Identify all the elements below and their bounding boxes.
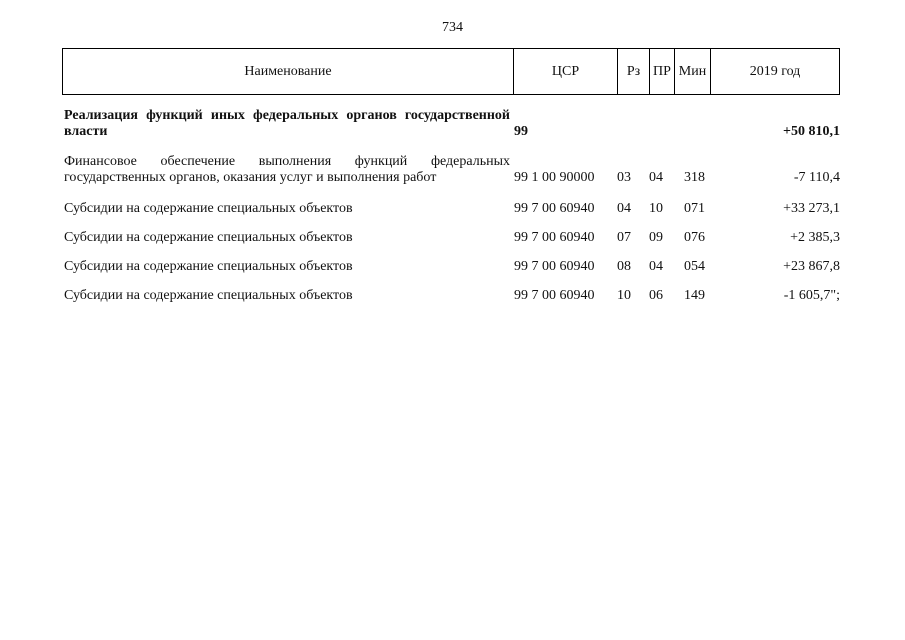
row-name: Реализация функций иных федеральных органов государственной власти: [64, 108, 510, 139]
row-csr: 99 7 00 60940: [514, 288, 595, 303]
table-row: [64, 288, 840, 304]
row-min: 149: [684, 288, 705, 303]
row-name: Субсидии на содержание специальных объектов: [64, 288, 353, 303]
header-min: Мин: [674, 49, 710, 94]
row-amount: +50 810,1: [783, 124, 840, 139]
row-pr: 04: [649, 170, 663, 185]
row-csr: 99 7 00 60940: [514, 259, 595, 274]
table-row: [64, 154, 840, 186]
table-row: [64, 230, 840, 246]
row-csr: 99 1 00 90000: [514, 170, 595, 185]
row-rz: 10: [617, 288, 631, 303]
row-amount: -7 110,4: [793, 170, 840, 185]
row-rz: 07: [617, 230, 631, 245]
row-pr: 10: [649, 201, 663, 216]
row-amount: -1 605,7";: [783, 288, 840, 303]
table-row: [64, 201, 840, 217]
row-amount: +23 867,8: [783, 259, 840, 274]
header-year: 2019 год: [710, 49, 839, 94]
row-min: 318: [684, 170, 705, 185]
row-min: 054: [684, 259, 705, 274]
table-header: [62, 48, 840, 95]
row-min: 076: [684, 230, 705, 245]
table-body: [64, 108, 840, 303]
row-pr: 06: [649, 288, 663, 303]
header-name: Наименование: [244, 63, 332, 79]
row-rz: 08: [617, 259, 631, 274]
row-amount: +2 385,3: [790, 230, 840, 245]
header-rz: Рз: [617, 49, 649, 94]
row-csr: 99 7 00 60940: [514, 230, 595, 245]
table-row: [64, 108, 840, 140]
row-pr: 09: [649, 230, 663, 245]
row-rz: 03: [617, 170, 631, 185]
table-row: [64, 259, 840, 275]
page-number: 734: [442, 20, 463, 35]
row-rz: 04: [617, 201, 631, 216]
row-pr: 04: [649, 259, 663, 274]
row-name: Субсидии на содержание специальных объектов: [64, 201, 353, 216]
row-csr: 99 7 00 60940: [514, 201, 595, 216]
row-name: Субсидии на содержание специальных объектов: [64, 259, 353, 274]
row-name: Финансовое обеспечение выполнения функций федеральных государственных органов, оказания услуг и выполнения работ: [64, 154, 510, 185]
header-pr: ПР: [649, 49, 674, 94]
header-csr: ЦСР: [513, 49, 617, 94]
row-min: 071: [684, 201, 705, 216]
row-csr: 99: [514, 124, 528, 139]
row-name: Субсидии на содержание специальных объектов: [64, 230, 353, 245]
row-amount: +33 273,1: [783, 201, 840, 216]
